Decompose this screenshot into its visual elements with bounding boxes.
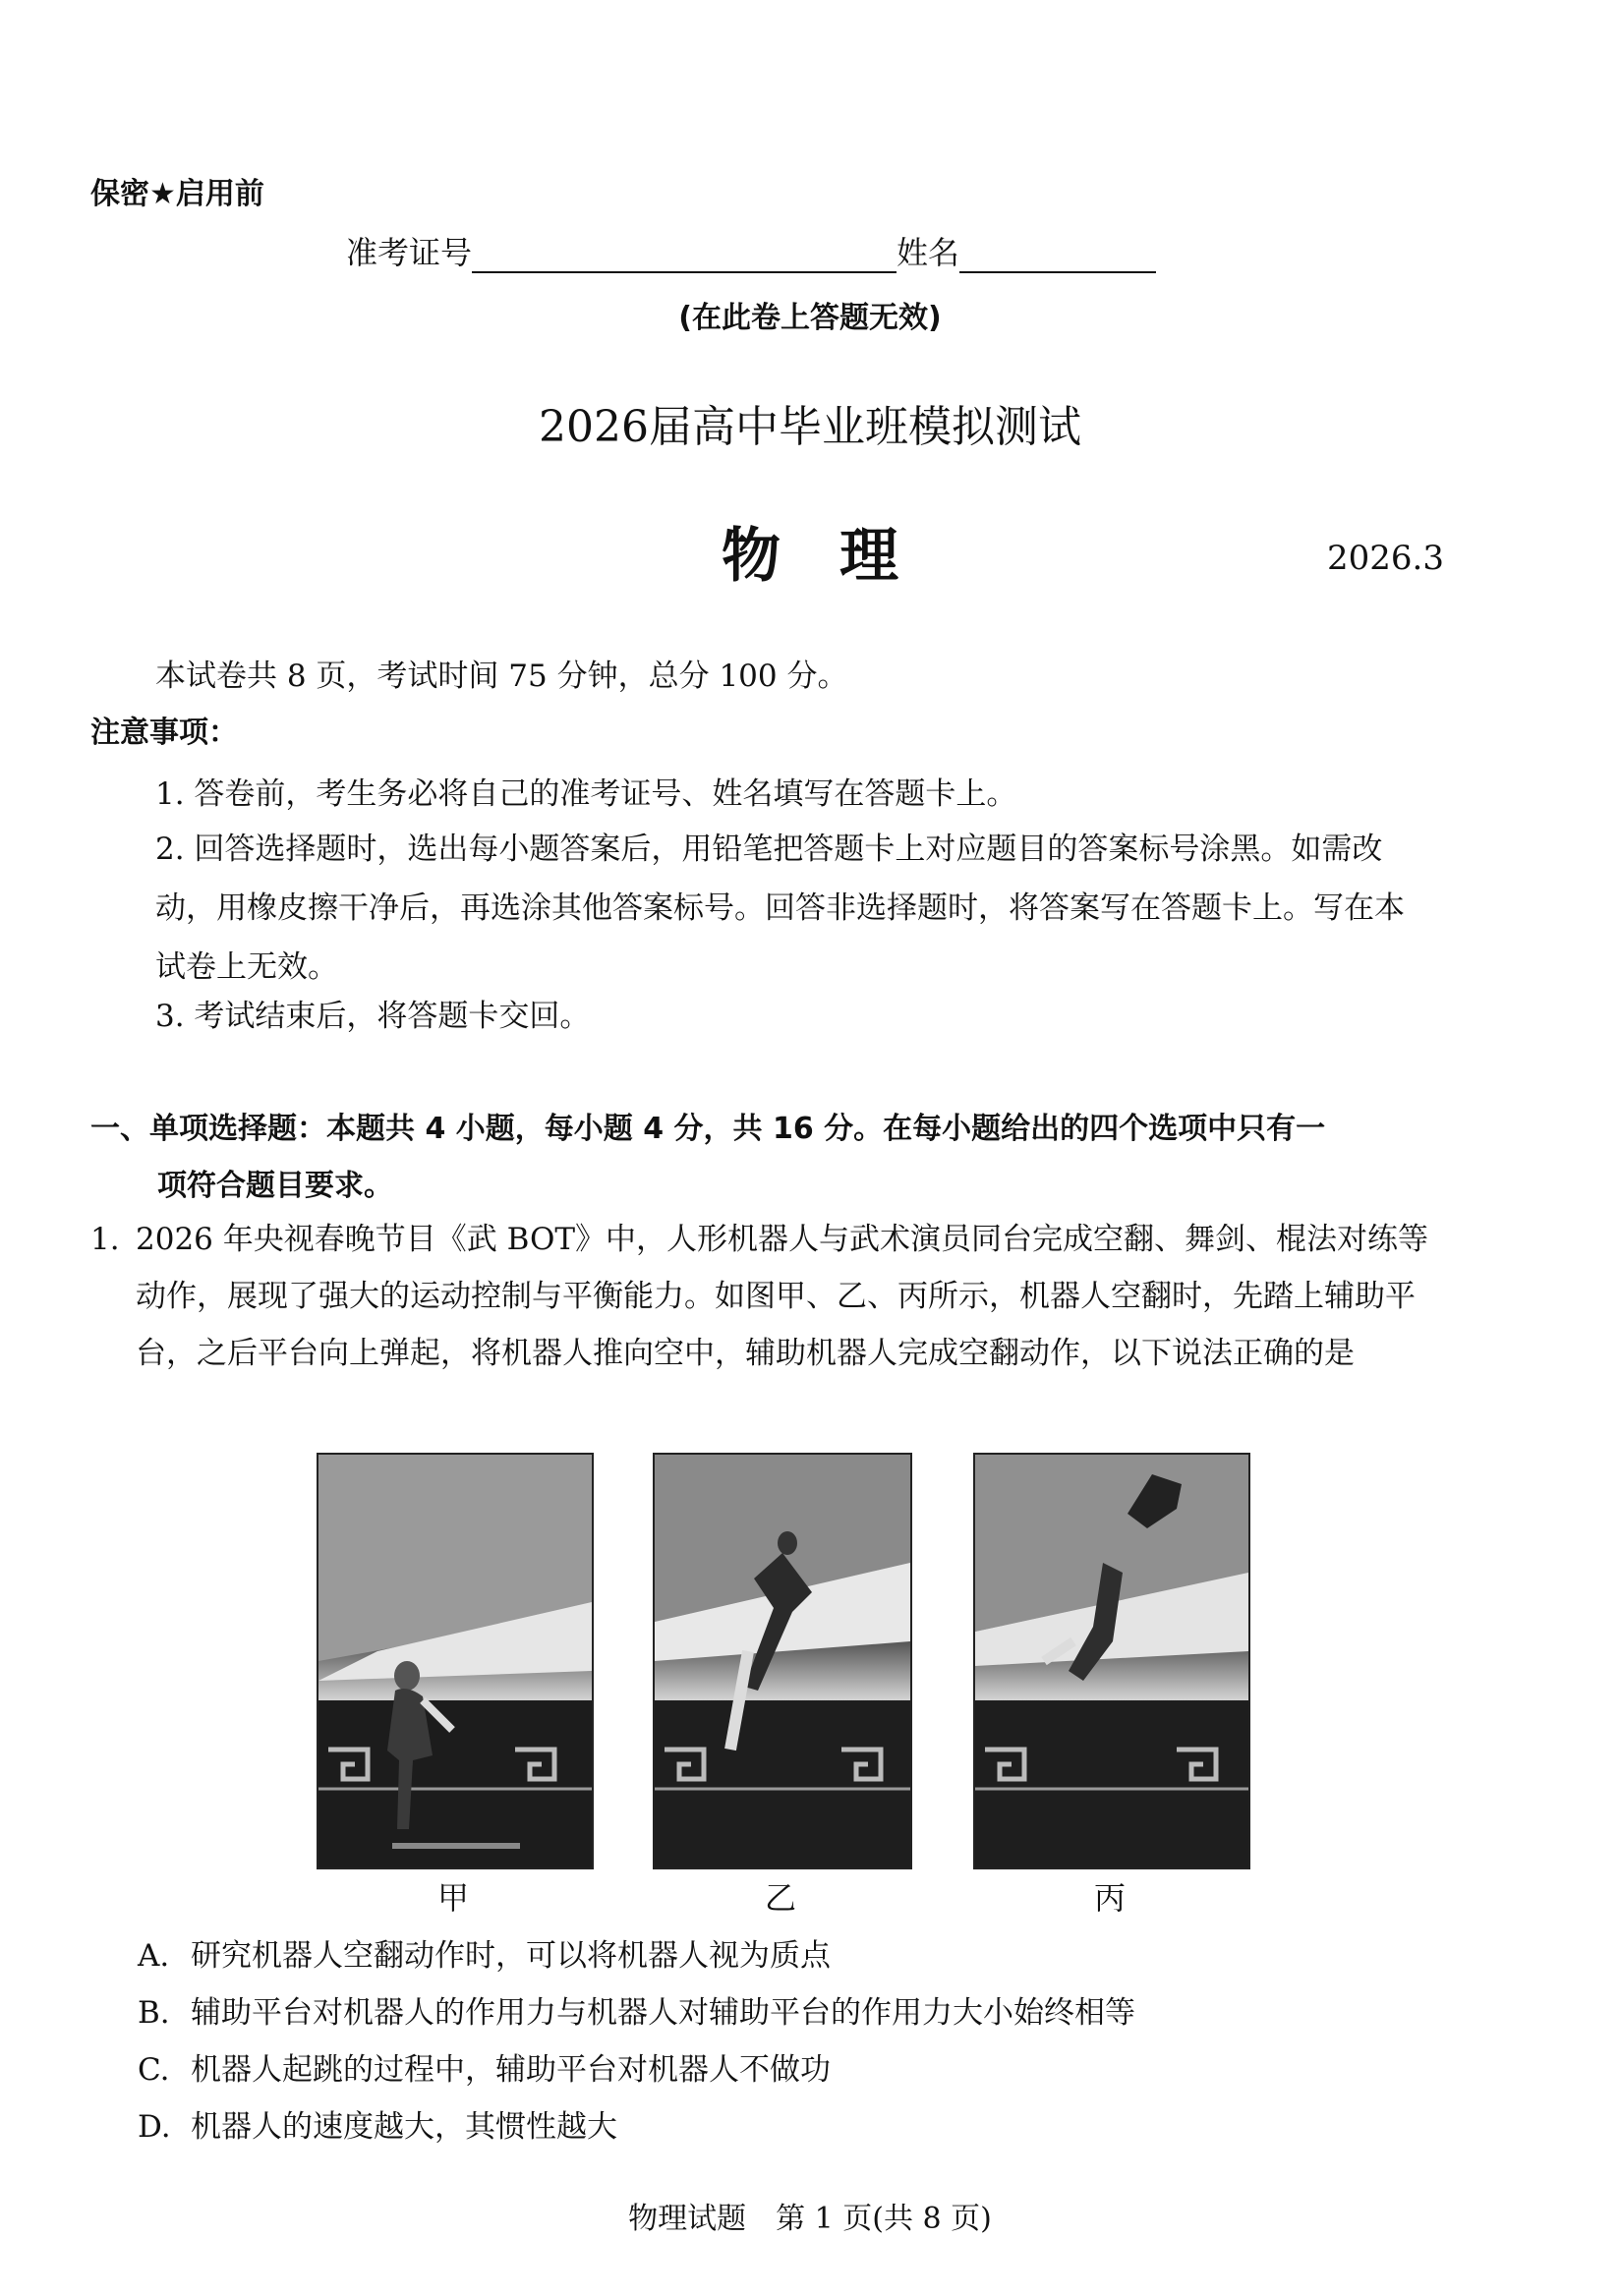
notes-heading: 注意事项： (90, 716, 238, 750)
figure-caption-bing: 丙 (1093, 1879, 1126, 1917)
id-label: 准考证号 (346, 234, 473, 271)
question-1 (90, 1211, 1429, 1382)
option-letter: C. (138, 2052, 170, 2088)
note-item-3: 3. 考试结束后，将答题卡交回。 (155, 999, 591, 1034)
subject-title: 物 理 (722, 522, 898, 591)
figure-caption-jia: 甲 (436, 1879, 469, 1917)
section-heading-line1: 一、单项选择题：本题共 4 小题，每小题 4 分，共 16 分。在每小题给出的四个选项中只有一 (90, 1112, 1326, 1146)
confidential-label: 保密★启用前 (90, 177, 264, 211)
figure-caption-yi: 乙 (764, 1879, 796, 1917)
question-text: 2026 年央视春晚节目《武 BOT》中，人形机器人与武术演员同台完成空翻、舞剑、棍法对练等动作，展现了强大的运动控制与平衡能力。如图甲、乙、丙所示，机器人空翻时，先踏上辅助平台，之后平台向上弹起，将机器人推向空中，辅助机器人完成空翻动作，以下说法正确的是 (136, 1222, 1429, 1371)
exam-date: 2026.3 (1327, 539, 1444, 578)
exam-title: 2026届高中毕业班模拟测试 (539, 402, 1081, 452)
figure-yi-photo (653, 1453, 912, 1869)
intro-text: 本试卷共 8 页，考试时间 75 分钟，总分 100 分。 (155, 659, 848, 694)
id-blank (472, 238, 897, 273)
option-a (138, 1930, 831, 1975)
note-item-2-text: 2. 回答选择题时，选出每小题答案后，用铅笔把答题卡上对应题目的答案标号涂黑。如需改动，用橡皮擦干净后，再选涂其他答案标号。回答非选择题时，将答案写在答题卡上。写在本试卷上无效。 (155, 832, 1405, 985)
page-footer: 物理试题 第 1 页(共 8 页) (628, 2202, 992, 2236)
option-letter: A. (138, 1938, 170, 1974)
candidate-info-row (346, 228, 1156, 273)
figure-jia-photo (317, 1453, 594, 1869)
figure-bing-photo (973, 1453, 1250, 1869)
option-text: 机器人的速度越大，其惯性越大 (191, 2109, 617, 2145)
note-item-2 (90, 820, 1427, 997)
question-number: 1. (90, 1222, 120, 1257)
option-b (138, 1987, 1135, 2032)
option-text: 辅助平台对机器人的作用力与机器人对辅助平台的作用力大小始终相等 (191, 1995, 1135, 2031)
name-label: 姓名 (897, 234, 960, 271)
option-c (138, 2044, 831, 2089)
option-text: 机器人起跳的过程中，辅助平台对机器人不做功 (191, 2052, 831, 2088)
option-d (138, 2101, 617, 2146)
section-heading-line2: 项符合题目要求。 (157, 1169, 393, 1203)
section-heading (90, 1101, 1427, 1215)
invalid-note: (在此卷上答题无效) (678, 301, 942, 335)
name-blank (959, 238, 1156, 273)
note-item-1: 1. 答卷前，考生务必将自己的准考证号、姓名填写在答题卡上。 (155, 776, 1017, 812)
option-text: 研究机器人空翻动作时，可以将机器人视为质点 (191, 1938, 831, 1974)
option-letter: B. (138, 1995, 170, 2031)
option-letter: D. (138, 2109, 171, 2145)
